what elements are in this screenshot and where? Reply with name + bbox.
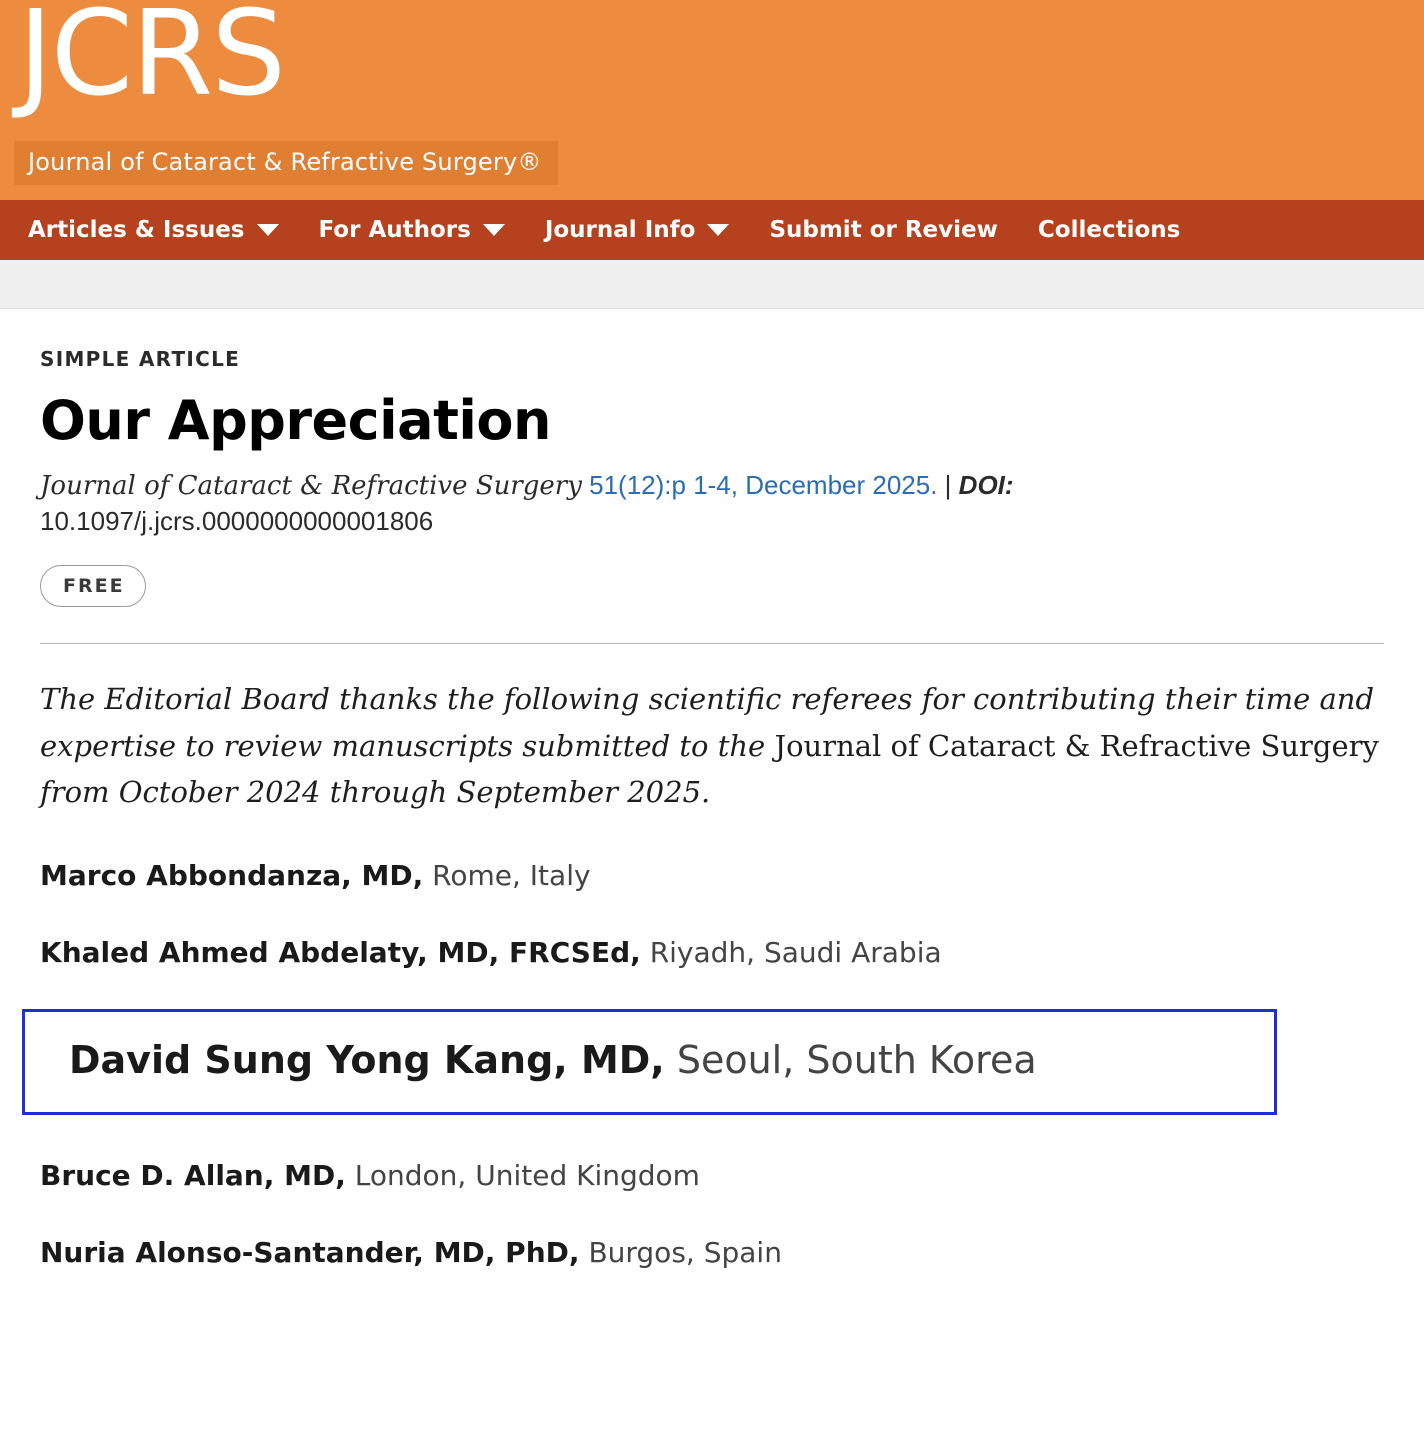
note-part-one: The Editorial Board thanks the following scientific referees for contributing their time and expertise to review manuscripts submitted to the	[40, 682, 1375, 763]
chevron-down-icon	[707, 224, 729, 236]
referee-location: Rome, Italy	[432, 859, 591, 893]
nav-item-for-authors[interactable]	[319, 217, 505, 243]
chevron-down-icon	[257, 224, 279, 236]
site-masthead	[0, 0, 1424, 200]
nav-item-label: For Authors	[318, 217, 471, 243]
referee-name: Khaled Ahmed Abdelaty, MD, FRCSEd,	[40, 936, 641, 970]
journal-logo-subtitle: Journal of Cataract & Refractive Surgery®	[14, 141, 558, 185]
nav-item-articles-issues[interactable]	[28, 217, 279, 243]
referee-name: Nuria Alonso-Santander, MD, PhD,	[40, 1236, 580, 1270]
nav-item-collections[interactable]	[1038, 217, 1180, 243]
citation-journal-name: Journal of Cataract & Refractive Surgery	[40, 471, 582, 501]
article-type-kicker: SIMPLE ARTICLE	[40, 347, 241, 371]
referee-location: Seoul, South Korea	[676, 1038, 1037, 1083]
referee-location: London, United Kingdom	[354, 1159, 700, 1193]
nav-item-submit-or-review[interactable]	[769, 217, 997, 243]
list-item	[40, 859, 1384, 892]
main-navigation	[0, 200, 1424, 260]
citation-doi-value: 10.1097/j.jcrs.0000000000001806	[40, 506, 434, 537]
citation-doi-label: DOI:	[958, 470, 1014, 500]
nav-item-journal-info[interactable]	[545, 217, 730, 243]
referee-location: Riyadh, Saudi Arabia	[649, 936, 942, 970]
list-item	[40, 936, 1384, 969]
status-badge-free: FREE	[40, 565, 146, 607]
page-title: Our Appreciation	[40, 389, 551, 452]
citation-separator: |	[944, 470, 952, 500]
breadcrumb-strip	[0, 260, 1424, 309]
list-item-highlighted	[22, 1009, 1277, 1115]
article-citation	[40, 468, 1384, 539]
chevron-down-icon	[483, 224, 505, 236]
referee-location: Burgos, Spain	[588, 1236, 782, 1270]
nav-item-label: Submit or Review	[769, 217, 998, 243]
editorial-board-note	[40, 676, 1384, 815]
divider	[40, 643, 1384, 644]
nav-item-label: Journal Info	[544, 217, 696, 243]
referee-name: David Sung Yong Kang, MD,	[69, 1038, 665, 1083]
note-journal-name: Journal of Cataract & Refractive Surgery	[774, 728, 1379, 763]
nav-item-label: Articles & Issues	[28, 217, 245, 243]
list-item	[40, 1236, 1384, 1269]
list-item	[40, 1159, 1384, 1192]
badge-row	[40, 565, 1384, 607]
note-part-two: from October 2024 through September 2025.	[40, 774, 711, 809]
referee-name: Marco Abbondanza, MD,	[40, 859, 424, 893]
citation-volume-link[interactable]: 51(12):p 1-4, December 2025.	[589, 470, 938, 500]
nav-item-label: Collections	[1037, 217, 1181, 243]
referee-name: Bruce D. Allan, MD,	[40, 1159, 346, 1193]
journal-logo-wordmark[interactable]: JCRS	[18, 0, 285, 122]
article-content	[0, 309, 1424, 1269]
